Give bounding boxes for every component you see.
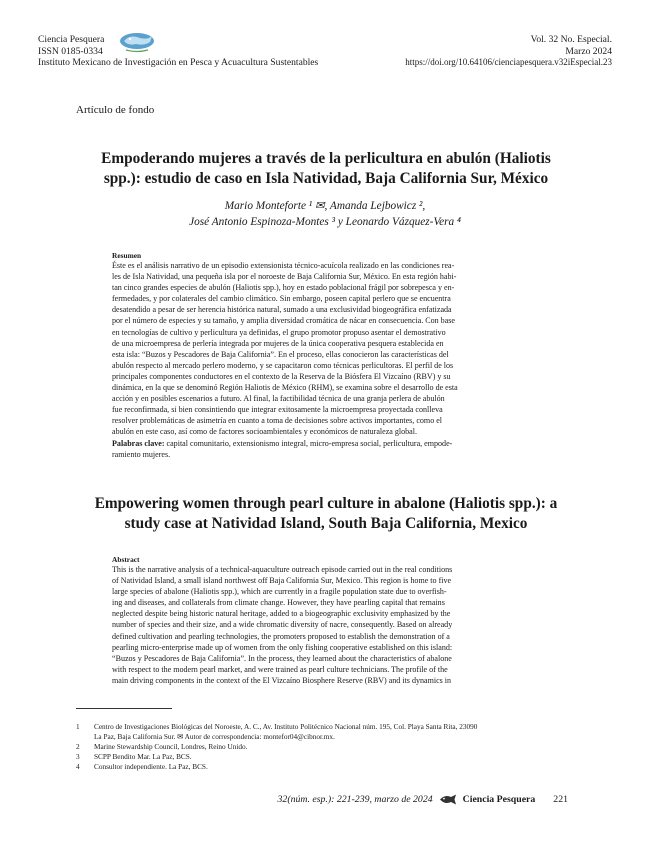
keywords-line: ramiento mujeres. xyxy=(112,449,171,459)
abstract-line: main driving components in the context of the El Vizcaíno Biosphere Reserve (RBV) and its dynamics in xyxy=(112,675,452,685)
footnote-2 xyxy=(76,742,596,752)
resumen-heading: Resumen xyxy=(112,251,142,260)
resumen-line: por el número de especies y su tamaño, y amplia diversidad cromática de nácar en consecuencia. Con base xyxy=(112,316,455,326)
abstract-line: ing and diseases, and collaterals from climate change. However, they have pearling capital that remains xyxy=(112,598,445,608)
footnote-text xyxy=(94,722,594,742)
resumen-line: desatendido a pesar de ser herencia histórica natural, sumado a una exclusividad biogeográfica enfatizada xyxy=(112,305,452,315)
keywords-label: Palabras clave: xyxy=(112,438,165,448)
footnote-line: SCPP Bendito Mar. La Paz, BCS. xyxy=(94,753,192,761)
authors-line-2: José Antonio Espinoza-Montes ³ y Leonardo Vázquez-Vera ⁴ xyxy=(189,216,461,228)
abstract-line: pearling micro-enterprise made up of women from the only fishing cooperative established on this island: xyxy=(112,642,453,652)
footnote-number: 2 xyxy=(76,743,80,751)
resumen-line: principales componentes conductores en el contexto de la Reserva de la Biósfera El Vizcaíno (RBV) y su xyxy=(112,371,451,381)
footnote-4 xyxy=(76,762,596,772)
abstract-line: “Buzos y Pescadores de Baja California”. In the process, they learned about the characteristics of abalone xyxy=(112,653,452,663)
resumen-line: en tecnologías de cultivo y perlicultura ya definidas, el grupo promotor propuso asentar el demostrativo xyxy=(112,327,446,337)
page-footer xyxy=(278,794,568,805)
resumen-line: de una microempresa de perlería integrada por mujeres de la única cooperativa pesquera establecida en xyxy=(112,338,444,348)
keywords-text: capital comunitario, extensionismo integral, micro-empresa social, perlicultura, empode- xyxy=(164,438,453,448)
resumen-line: acción y en posibles escenarios a futuro. Al final, la factibilidad técnica de una granja perlera de abulón xyxy=(112,394,445,404)
abstract-body xyxy=(112,564,542,686)
issn: ISSN 0185-0334 xyxy=(38,45,103,57)
authors-line-1: Mario Monteforte ¹ ✉, Amanda Lejbowicz ², xyxy=(224,200,426,212)
title-es-line-1: Empoderando mujeres a través de la perlicultura en abulón (Haliotis xyxy=(101,150,551,167)
resumen-line: dinámica, en la que se denominó Región Haliotis de México (RHM), se examina sobre el desarrollo de esta xyxy=(112,383,458,393)
resumen-line: fue reconfirmada, si bien consintiendo que integrar exitosamente la microempresa proyectada conlleva xyxy=(112,405,443,415)
title-es-line-2: spp.): estudio de caso en Isla Natividad, Baja California Sur, México xyxy=(103,170,549,187)
footnote-number: 1 xyxy=(76,723,80,731)
footnote-number: 4 xyxy=(76,763,80,771)
footnote-line: Consultor independiente. La Paz, BCS. xyxy=(94,763,208,771)
keywords-line xyxy=(112,438,542,449)
journal-logo-icon xyxy=(118,30,156,54)
footnote-rule xyxy=(76,708,172,709)
resumen-line: fermedades, y por colaterales del cambio climático. Sin embargo, poseen capital perlero que se encuentra xyxy=(112,294,451,304)
abstract-line: with respect to the modern pearl market, and were trained as pearl culture technicians. The profile of the xyxy=(112,664,448,674)
footnote-number: 3 xyxy=(76,753,80,761)
page-number: 221 xyxy=(553,794,568,805)
abstract-line: neglected despite being historic natural heritage, added to a biogeographic exclusivity emphasized by the xyxy=(112,609,451,619)
resumen-line: tan cinco grandes especies de abulón (Haliotis spp.), hoy en estado poblacional frágil por sobrepesca y en- xyxy=(112,283,455,293)
volume: Vol. 32 No. Especial. xyxy=(530,34,612,45)
abstract-line: large species of abalone (Haliotis spp.), which are currently in a fragile population state due to overfish- xyxy=(112,587,447,597)
resumen-line: resolver problemáticas de asimetría en cuanto a toma de decisiones sobre activos importantes, como el xyxy=(112,416,443,426)
abstract-line: defined cultivation and pearling technologies, the promoters proposed to establish the demonstration of a xyxy=(112,631,450,641)
title-english xyxy=(76,494,576,534)
resumen-body xyxy=(112,260,542,460)
footnote-line: Marine Stewardship Council, Londres, Reino Unido. xyxy=(94,743,248,751)
resumen-line: esta isla: “Buzos y Pescadores de Baja California”. En el proceso, ellas conocieron las características del xyxy=(112,349,449,359)
doi-link[interactable]: https://doi.org/10.64106/cienciapesquera.v32iEspecial.23 xyxy=(405,57,612,68)
section-label: Artículo de fondo xyxy=(76,104,155,116)
resumen-line: Éste es el análisis narrativo de un episodio extensionista técnico-acuícola realizado en las condiciones rea- xyxy=(112,261,455,270)
fish-icon xyxy=(439,794,457,805)
resumen-line: abulón respecto al mercado perlero moderno, y se capacitaron como técnicas perlicultoras. El perfil de los xyxy=(112,360,454,370)
abstract-line: number of species and their size, and a wide chromatic diversity of nacre, consequently. Based on already xyxy=(112,620,453,630)
footer-journal: Ciencia Pesquera xyxy=(462,794,536,805)
header-left xyxy=(38,34,378,69)
abstract-line: This is the narrative analysis of a technical-aquaculture outreach episode carried out in the real conditions xyxy=(112,565,453,574)
issue-date: Marzo 2024 xyxy=(565,45,612,57)
footnote-line: Centro de Investigaciones Biológicas del Noroeste, A. C., Av. Instituto Politécnico Nacional núm. 195, Col. Playa Santa Rita, 23090 xyxy=(94,723,478,731)
title-spanish xyxy=(76,149,576,189)
title-en-line-2: study case at Natividad Island, South Baja California, Mexico xyxy=(124,515,528,532)
journal-name: Ciencia Pesquera xyxy=(38,34,105,45)
abstract-line: of Natividad Island, a small island northwest off Baja California Sur, Mexico. This region is home to five xyxy=(112,576,452,586)
abstract-heading: Abstract xyxy=(112,555,140,564)
resumen-line: abulón en este caso, así como de factores socioambientales y económicos de naturaleza global. xyxy=(112,427,417,437)
footnote-line: La Paz, Baja California Sur. ✉ Autor de correspondencia: montefor04@cibnor.mx. xyxy=(94,733,335,741)
institute-name: Instituto Mexicano de Investigación en Pesca y Acuacultura Sustentables xyxy=(38,57,319,69)
author-list xyxy=(90,198,560,230)
resumen-line: les de Isla Natividad, una pequeña isla por el noroeste de Baja California Sur, México. En esta región habi- xyxy=(112,272,457,282)
title-en-line-1: Empowering women through pearl culture in abalone (Haliotis spp.): a xyxy=(94,495,558,512)
footnote-3 xyxy=(76,752,596,762)
footnote-1 xyxy=(76,722,596,742)
header-right xyxy=(352,34,612,69)
footer-citation: 32(núm. esp.): 221-239, marzo de 2024 xyxy=(277,794,433,805)
